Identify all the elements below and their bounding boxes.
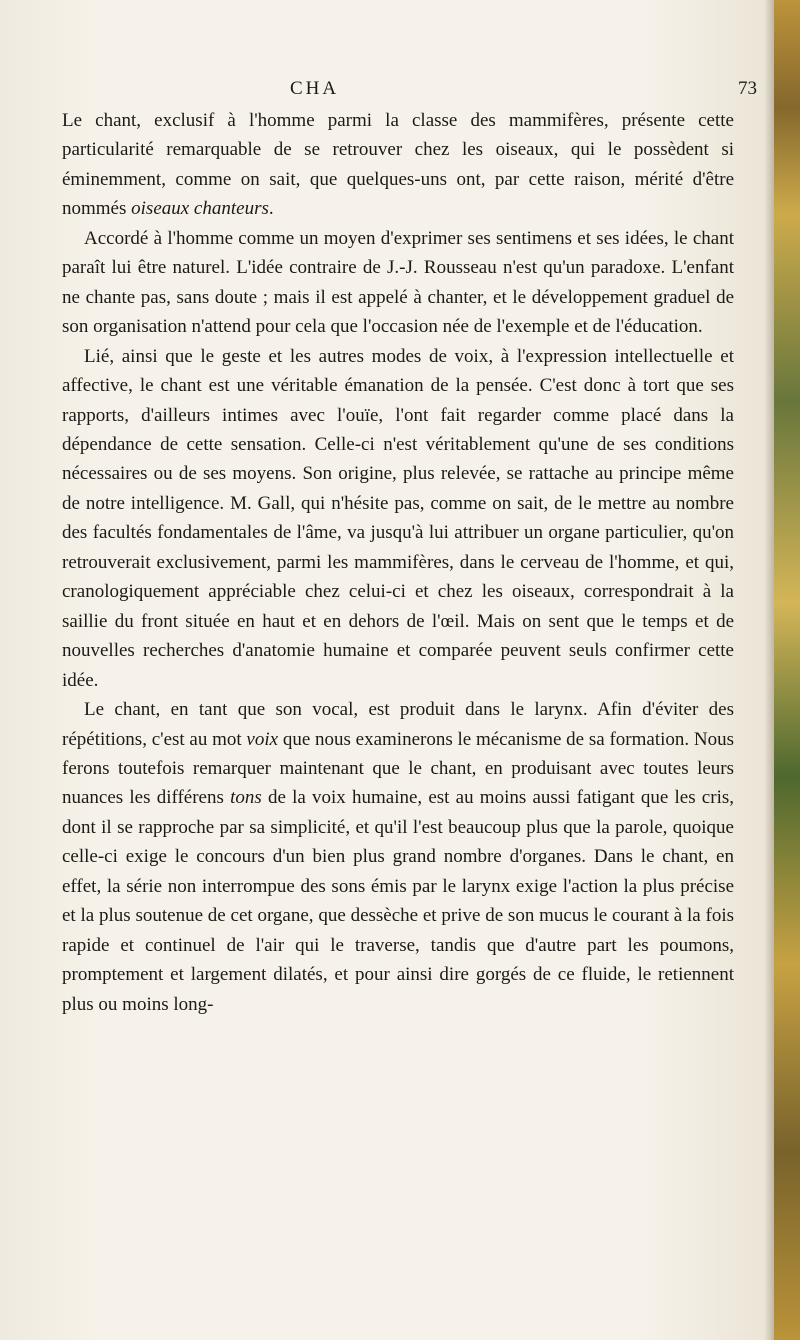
paragraph-3-text: Lié, ainsi que le geste et les autres modes de voix, à l'expression intellectuelle et affective, le chant est une véritable émanation de la pensée. C'est donc à tort que ses rapports, d'ailleurs intimes avec l'ouïe, l'ont fait regarder comme placé dans la dépendance de cette sensation. Celle-ci n'est véritablement qu'une de ses conditions nécessaires ou de ses moyens. Son origine, plus relevée, se rattache au principe même de notre intelligence. M. Gall, qui n'hésite pas, comme on sait, de le mettre au nombre des facultés fondamentales de l'âme, va jusqu'à lui attribuer un organe particulier, qu'on retrouverait exclusivement, parmi les mammifères, dans le cerveau de l'homme, et qui, cranologiquement appréciable chez celui-ci et chez les oiseaux, correspondrait à la saillie du front située en haut et en dehors de l'œil. Mais on sent que le temps et de nouvelles recherches d'anatomie humaine et comparée peuvent seuls confirmer cette idée.: [62, 345, 734, 691]
paragraph-1: [62, 106, 734, 224]
paragraph-4-italic-tons: tons: [230, 787, 262, 809]
paragraph-1-italic: oiseaux chanteurs: [131, 198, 269, 220]
paragraph-1-end: .: [268, 198, 274, 220]
paragraph-1-text: Le chant, exclusif à l'homme parmi la classe des mammifères, présente cette particularité remarquable de se retrouver chez les oiseaux, qui le possèdent si éminemment, comme on sait, que quelques-uns ont, par cette raison, mérité d'être nommés: [62, 110, 734, 220]
page-edge-shadow: [764, 0, 774, 1340]
paragraph-3: [62, 342, 734, 695]
page-number: 73: [738, 78, 757, 99]
page-header: [0, 78, 760, 104]
paragraph-4-text: Le chant, en tant que son vocal, est produit dans le larynx. Afin d'éviter des répétitions, c'est au mot: [62, 699, 734, 750]
paragraph-4-middle: que nous examinerons le mécanisme de sa formation. Nous ferons toutefois remarquer maintenant que le chant, en produisant avec toutes leurs nuances les différens: [62, 728, 734, 809]
body-text: [62, 106, 734, 1019]
paragraph-4-end: de la voix humaine, est au moins aussi fatigant que les cris, dont il se rapproche par sa simplicité, et qu'il l'est beaucoup plus que la parole, quoique celle-ci exige le concours d'un bien plus grand nombre d'organes. Dans le chant, en effet, la série non interrompue des sons émis par le larynx exige l'action la plus précise et la plus soutenue de cet organe, que dessèche et prive de son mucus le courant à la fois rapide et continuel de l'air qui le traverse, tandis que d'autre part les poumons, promptement et largement dilatés, et pour ainsi dire gorgés de ce fluide, le retiennent plus ou moins long-: [62, 787, 734, 1015]
paragraph-4: [62, 695, 734, 1019]
paragraph-2-text: Accordé à l'homme comme un moyen d'exprimer ses sentimens et ses idées, le chant paraît lui être naturel. L'idée contraire de J.-J. Rousseau n'est qu'un paradoxe. L'enfant ne chante pas, sans doute ; mais il est appelé à chanter, et le développement graduel de son organisation n'attend pour cela que l'occasion née de l'exemple et de l'éducation.: [62, 227, 734, 338]
paragraph-2: [62, 224, 734, 342]
running-head: CHA: [290, 78, 340, 99]
adjacent-page-edge: [774, 0, 800, 1340]
paragraph-4-italic-voix: voix: [246, 728, 279, 750]
